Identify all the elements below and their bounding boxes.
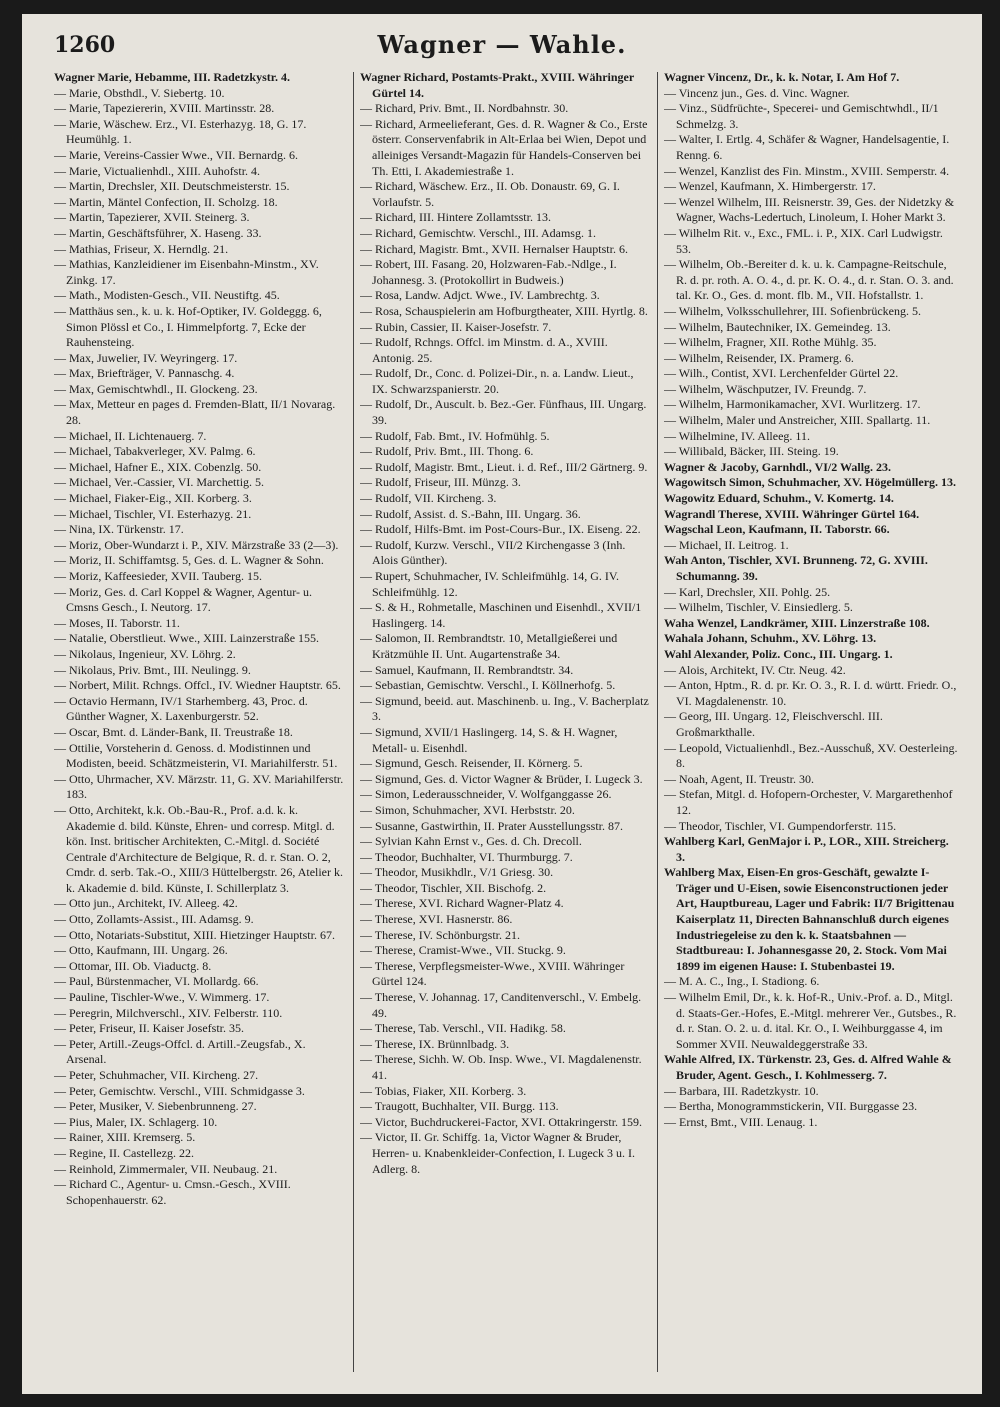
directory-entry: — Rudolf, Priv. Bmt., III. Thong. 6. xyxy=(360,444,534,459)
directory-entry: — Natalie, Oberstlieut. Wwe., XIII. Lainzerstraße 155. xyxy=(54,631,320,646)
directory-entry: — Ernst, Bmt., VIII. Lenaug. 1. xyxy=(664,1114,818,1129)
directory-entry: — Max, Briefträger, V. Pannaschg. 4. xyxy=(54,366,235,381)
directory-entry: — Richard, Priv. Bmt., II. Nordbahnstr. 30. xyxy=(360,101,569,116)
directory-entry: — Simon, Lederausschneider, V. Wolfganggasse 26. xyxy=(360,787,612,802)
directory-entry: — Rudolf, Magistr. Bmt., Lieut. i. d. Ref., III/2 Gärtnerg. 9. xyxy=(360,459,648,474)
directory-entry: — Wilhelm, Harmonikamacher, XVI. Wurlitzerg. 17. xyxy=(664,397,921,412)
directory-entry: — Otto, Kaufmann, III. Ungarg. 26. xyxy=(54,943,228,958)
directory-entry: — Wilh., Contist, XVI. Lerchenfelder Gürtel 22. xyxy=(664,366,899,381)
directory-entry: — Wenzel, Kaufmann, X. Himbergerstr. 17. xyxy=(664,179,876,194)
directory-entry: — Peter, Musiker, V. Siebenbrunneng. 27. xyxy=(54,1099,257,1114)
directory-entry: — Rupert, Schuhmacher, IV. Schleifmühlg. 14, G. IV. Schleifmühlg. 12. xyxy=(360,569,620,599)
directory-entry: — Therese, Sichh. W. Ob. Insp. Wwe., VI. Magdalenenstr. 41. xyxy=(360,1052,642,1082)
directory-entry: — Otto, Zollamts-Assist., III. Adamsg. 9. xyxy=(54,912,254,927)
directory-entry: — Wilhelm, Reisender, IX. Pramerg. 6. xyxy=(664,350,854,365)
directory-entry: — Otto, Notariats-Substitut, XIII. Hietzinger Hauptstr. 67. xyxy=(54,927,335,942)
directory-entry: — Rudolf, VII. Kircheng. 3. xyxy=(360,491,497,506)
directory-entry: — Rudolf, Rchngs. Offcl. im Minstm. d. A., XVIII. Antonig. 25. xyxy=(360,335,608,365)
directory-entry: — Richard, Magistr. Bmt., XVII. Hernalser Hauptstr. 6. xyxy=(360,241,628,256)
directory-entry: Wagrandl Therese, XVIII. Währinger Gürtel 164. xyxy=(664,506,920,521)
directory-entry: — Otto, Uhrmacher, XV. Märzstr. 11, G. XV. Mariahilferstr. 183. xyxy=(54,771,344,802)
directory-entry: — Wilhelm, Volksschullehrer, III. Sofienbrückeng. 5. xyxy=(664,303,921,318)
directory-entry: — Michael, II. Lichtenauerg. 7. xyxy=(54,428,207,443)
directory-entry: Wahlberg Max, Eisen-En gros-Geschäft, gewalzte I-Träger und U-Eisen, sowie Eisenconstructionen jeder Art, Hauptbureau, Lager und Fabrik: II/7 Brigittenau Kaiserplatz 11, Directen Bahnanschluß durch eigenes Industriegeleise zu den k. k. Staatsbahnen — Stadtbureau: I. Johannesgasse 20, 2. Stock. Vom Mai 1899 im eigenen Hause: I. Stubenbastei 19. xyxy=(664,865,955,973)
directory-entry: — Therese, IV. Schönburgstr. 21. xyxy=(360,927,520,942)
directory-entry: — Leopold, Victualienhdl., Bez.-Ausschuß, XV. Oesterleing. 8. xyxy=(664,740,958,771)
directory-entry: — Sigmund, XVII/1 Haslingerg. 14, S. & H. Wagner, Metall- u. Eisenhdl. xyxy=(360,724,618,755)
directory-entry: — Vinz., Südfrüchte-, Specerei- und Gemischtwhdl., II/1 Schmelzg. 3. xyxy=(664,101,939,131)
directory-entry: — Wilhelm Emil, Dr., k. k. Hof-R., Univ.-Prof. a. D., Mitgl. d. Staats-Ger.-Hofes, E.-Mitgl. mehrerer Ver., Gutsbes., R. d. r. Stan. O. 2. u. d. ital. Kr. O., I. Weihburggasse 4, im Sommer XVII. Neuwaldeggerstraße 33. xyxy=(664,990,957,1051)
directory-entry: Wagner Vincenz, Dr., k. k. Notar, I. Am Hof 7. xyxy=(664,70,900,84)
directory-entry: — Wilhelm, Tischler, V. Einsiedlerg. 5. xyxy=(664,600,853,615)
page-header xyxy=(22,22,982,66)
directory-entry: — Wilhelm, Maler und Anstreicher, XIII. Spallartg. 11. xyxy=(664,413,931,428)
directory-entry: — Marie, Vereins-Cassier Wwe., VII. Bernardg. 6. xyxy=(54,147,298,162)
directory-entry: — Wilhelm, Wäschputzer, IV. Freundg. 7. xyxy=(664,381,867,396)
directory-entry: Wagner Richard, Postamts-Prakt., XVIII. Währinger Gürtel 14. xyxy=(360,70,634,100)
directory-entry: — Wilhelm, Fragner, XII. Rothe Mühlg. 35. xyxy=(664,335,877,350)
directory-entry: — Otto jun., Architekt, IV. Alleeg. 42. xyxy=(54,896,238,911)
directory-entry: — Michael, Hafner E., XIX. Cobenzlg. 50. xyxy=(54,459,262,474)
directory-entry: — Moriz, Kaffeesieder, XVII. Tauberg. 15. xyxy=(54,569,262,583)
directory-entry: — Rudolf, Kurzw. Verschl., VII/2 Kirchengasse 3 (Inh. Alois Günther). xyxy=(360,537,626,568)
directory-entry: — Rosa, Schauspielerin am Hofburgtheater, XIII. Hyrtlg. 8. xyxy=(360,303,648,318)
directory-entry: — Reinhold, Zimmermaler, VII. Neubaug. 21. xyxy=(54,1161,278,1176)
column-divider xyxy=(353,72,354,1372)
directory-entry: Wahl Alexander, Poliz. Conc., III. Ungarg. 1. xyxy=(664,646,893,661)
directory-entry: — Therese, Cramist-Wwe., VII. Stuckg. 9. xyxy=(360,943,566,958)
directory-entry: Wahala Johann, Schuhm., XV. Löhrg. 13. xyxy=(664,631,877,646)
directory-page xyxy=(22,14,982,1394)
directory-entry: Wah Anton, Tischler, XVI. Brunneng. 72, G. XVIII. Schumanng. 39. xyxy=(664,553,928,583)
directory-entry: — Peter, Friseur, II. Kaiser Josefstr. 35. xyxy=(54,1021,245,1036)
directory-entry: — Rubin, Cassier, II. Kaiser-Josefstr. 7. xyxy=(360,319,552,334)
directory-entry: — Pauline, Tischler-Wwe., V. Wimmerg. 17. xyxy=(54,990,270,1005)
directory-entry: — Martin, Tapezierer, XVII. Steinerg. 3. xyxy=(54,210,250,225)
directory-entry: Wagner Marie, Hebamme, III. Radetzkystr. 4. xyxy=(54,70,290,84)
directory-entry: — Bertha, Monogrammstickerin, VII. Burggasse 23. xyxy=(664,1099,918,1114)
directory-entry: — Moriz, II. Schiffamtsg. 5, Ges. d. L. Wagner & Sohn. xyxy=(54,553,324,568)
directory-entry: — Susanne, Gastwirthin, II. Prater Ausstellungsstr. 87. xyxy=(360,818,623,833)
directory-entry: — Oscar, Bmt. d. Länder-Bank, II. Treustraße 18. xyxy=(54,724,293,739)
directory-entry: — Regine, II. Castellezg. 22. xyxy=(54,1145,194,1160)
directory-entry: — Stefan, Mitgl. d. Hofopern-Orchester, V. Margarethenhof 12. xyxy=(664,787,953,817)
directory-entry: — Victor, II. Gr. Schiffg. 1a, Victor Wagner & Bruder, Herren- u. Knabenkleider-Confection, I. Lugeck 3 u. I. Adlerg. 8. xyxy=(360,1130,635,1176)
directory-entry: — Nikolaus, Priv. Bmt., III. Neulingg. 9. xyxy=(54,662,251,677)
directory-entry: — Math., Modisten-Gesch., VII. Neustiftg. 45. xyxy=(54,288,280,303)
directory-entry: — Rudolf, Friseur, III. Münzg. 3. xyxy=(360,475,521,490)
directory-entry: — Rudolf, Hilfs-Bmt. im Post-Cours-Bur., IX. Eiseng. 22. xyxy=(360,522,641,537)
directory-entry: — Nina, IX. Türkenstr. 17. xyxy=(54,522,184,537)
directory-entry: — Pius, Maler, IX. Schlagerg. 10. xyxy=(54,1114,218,1129)
directory-entry: — Victor, Buchdruckerei-Factor, XVI. Ottakringerstr. 159. xyxy=(360,1114,643,1129)
directory-entry: — Therese, XVI. Hasnerstr. 86. xyxy=(360,912,513,927)
directory-entry: — Theodor, Tischler, VI. Gumpendorferstr. 115. xyxy=(664,818,897,833)
directory-entry: — Otto, Architekt, k.k. Ob.-Bau-R., Prof. a.d. k. k. Akademie d. bild. Künste, Ehren- und corresp. Mitgl. d. kön. Inst. britischer Architekten, C.-Mitgl. d. Société Centrale d'Architecture de Belgique, R. d. r. Stan. O. 2, Cmdr. d. serb. Tak.-O., XIII/3 Hüttelbergstr. 26, Atelier k. k. Akademie d. bild. Künste, I. Schillerplatz 3. xyxy=(54,802,344,895)
directory-entry: — Marie, Wäschew. Erz., VI. Esterhazyg. 18, G. 17. Heumühlg. 1. xyxy=(54,116,307,147)
directory-entry: — Michael, Tischler, VI. Esterhazyg. 21. xyxy=(54,506,252,521)
directory-entry: — Richard, Wäschew. Erz., II. Ob. Donaustr. 69, G. I. Vorlaufstr. 5. xyxy=(360,179,620,209)
directory-entry: — Moses, II. Taborstr. 11. xyxy=(54,615,180,630)
directory-entry: — Willibald, Bäcker, III. Steing. 19. xyxy=(664,444,839,459)
directory-entry: Wahle Alfred, IX. Türkenstr. 23, Ges. d. Alfred Wahle & Bruder, Agent. Gesch., I. Kohlmesserg. 7. xyxy=(664,1052,952,1082)
directory-entry: — M. A. C., Ing., I. Stadiong. 6. xyxy=(664,974,820,989)
directory-entry: Wagowitz Eduard, Schuhm., V. Komertg. 14. xyxy=(664,491,894,506)
directory-entry: — Wilhelm, Bautechniker, IX. Gemeindeg. 13. xyxy=(664,319,891,334)
directory-entry: — Therese, Tab. Verschl., VII. Hadikg. 58. xyxy=(360,1021,566,1036)
directory-entry: — Max, Juwelier, IV. Weyringerg. 17. xyxy=(54,350,238,365)
directory-entry: — Matthäus sen., k. u. k. Hof-Optiker, IV. Goldeggg. 6, Simon Plössl et Co., I. Himmelpfortg. 7, Ecke der Rauhensteing. xyxy=(54,303,322,350)
running-title: Wagner — Wahle. xyxy=(377,30,627,59)
directory-entry: — Michael, II. Leitrog. 1. xyxy=(664,537,789,552)
directory-entry: — Georg, III. Ungarg. 12, Fleischverschl. III. Großmarkthalle. xyxy=(664,709,883,739)
directory-entry: — Richard C., Agentur- u. Cmsn.-Gesch., XVIII. Schopenhauerstr. 62. xyxy=(54,1177,291,1207)
directory-entry: — Wenzel Wilhelm, III. Reisnerstr. 39, Ges. der Nidetzky & Wagner, Wachs-Ledertuch, Linoleum, I. Hoher Markt 3. xyxy=(664,194,955,225)
directory-entry: — Rudolf, Fab. Bmt., IV. Hofmühlg. 5. xyxy=(360,428,550,443)
directory-entry: — Martin, Drechsler, XII. Deutschmeisterstr. 15. xyxy=(54,179,290,194)
directory-entry: — Marie, Tapeziererin, XVIII. Martinsstr. 28. xyxy=(54,101,275,116)
directory-entry: — Martin, Geschäftsführer, X. Haseng. 33. xyxy=(54,225,262,240)
directory-entry: Wagschal Leon, Kaufmann, II. Taborstr. 66. xyxy=(664,522,890,537)
directory-entry: — Alois, Architekt, IV. Ctr. Neug. 42. xyxy=(664,662,846,677)
directory-entry: — Ottilie, Vorsteherin d. Genoss. d. Modistinnen und Modisten, beeid. Schätzmeisterin, VI. Mariahilferstr. 51. xyxy=(54,740,338,771)
directory-entry: — Rudolf, Dr., Conc. d. Polizei-Dir., n. a. Landw. Lieut., IX. Schwarzspanierstr. 20. xyxy=(360,366,634,396)
column-divider xyxy=(657,72,658,1372)
directory-entry: — Martin, Mäntel Confection, II. Scholzg. 18. xyxy=(54,194,278,209)
directory-entry: — Peter, Artill.-Zeugs-Offcl. d. Artill.-Zeugsfab., X. Arsenal. xyxy=(54,1036,306,1067)
directory-entry: — Norbert, Milit. Rchngs. Offcl., IV. Wiedner Hauptstr. 65. xyxy=(54,678,341,693)
directory-entry: — Moriz, Ges. d. Carl Koppel & Wagner, Agentur- u. Cmsns Gesch., I. Neutorg. 17. xyxy=(54,584,313,615)
directory-entry: — Theodor, Tischler, XII. Bischofg. 2. xyxy=(360,880,547,895)
directory-entry: — Michael, Tabakverleger, XV. Palmg. 6. xyxy=(54,444,256,459)
directory-entry: Wagner & Jacoby, Garnhdl., VI/2 Wallg. 23. xyxy=(664,459,892,474)
directory-entry: — Simon, Schuhmacher, XVI. Herbststr. 20. xyxy=(360,802,575,817)
page-number: 1260 xyxy=(54,32,116,58)
directory-entry: — Vincenz jun., Ges. d. Vinc. Wagner. xyxy=(664,85,850,100)
directory-entry: — Marie, Obsthdl., V. Siebertg. 10. xyxy=(54,85,225,100)
directory-entry: — Anton, Hptm., R. d. pr. Kr. O. 3., R. I. d. württ. Friedr. O., VI. Magdalenenstr. 10. xyxy=(664,678,957,708)
directory-entry: — Therese, IX. Brünnlbadg. 3. xyxy=(360,1036,510,1051)
directory-entry: — Wilhelmine, IV. Alleeg. 11. xyxy=(664,428,810,443)
column-1 xyxy=(54,70,344,1380)
directory-entry: — Octavio Hermann, IV/1 Starhemberg. 43, Proc. d. Günther Wagner, X. Laxenburgerstr. 52. xyxy=(54,693,308,724)
directory-entry: — Barbara, III. Radetzkystr. 10. xyxy=(664,1083,819,1098)
column-3 xyxy=(664,70,958,1380)
directory-entry: — Salomon, II. Rembrandtstr. 10, Metallgießerei und Krätzmühle II. Unt. Augartenstraße 34. xyxy=(360,631,618,661)
directory-entry: — Nikolaus, Ingenieur, XV. Löhrg. 2. xyxy=(54,646,236,661)
directory-entry: — Wenzel, Kanzlist des Fin. Minstm., XVIII. Semperstr. 4. xyxy=(664,163,950,178)
directory-entry: — Rainer, XIII. Kremserg. 5. xyxy=(54,1130,196,1145)
directory-entry: — Robert, III. Fasang. 20, Holzwaren-Fab.-Ndlge., I. Johannesg. 3. (Protokollirt in Budweis.) xyxy=(360,257,617,287)
directory-entry: Waha Wenzel, Landkrämer, XIII. Linzerstraße 108. xyxy=(664,615,930,630)
directory-entry: — Theodor, Musikhdlr., V/1 Griesg. 30. xyxy=(360,865,554,880)
column-2 xyxy=(360,70,650,1380)
directory-entry: — Mathias, Kanzleidiener im Eisenbahn-Minstm., XV. Zinkg. 17. xyxy=(54,257,319,287)
directory-entry: — Peter, Schuhmacher, VII. Kircheng. 27. xyxy=(54,1068,259,1082)
directory-entry: — Traugott, Buchhalter, VII. Burgg. 113. xyxy=(360,1099,559,1114)
directory-entry: — Max, Gemischtwhdl., II. Glockeng. 23. xyxy=(54,381,258,396)
directory-entry: — Ottomar, III. Ob. Viaductg. 8. xyxy=(54,958,212,973)
directory-entry: — Therese, V. Johannag. 17, Canditenverschl., V. Embelg. 49. xyxy=(360,990,642,1020)
directory-entry: — Michael, Ver.-Cassier, VI. Marchettig. 5. xyxy=(54,475,265,490)
directory-entry: — S. & H., Rohmetalle, Maschinen und Eisenhdl., XVII/1 Haslingerg. 14. xyxy=(360,600,642,630)
directory-entry: — Peregrin, Milchverschl., XIV. Felberstr. 110. xyxy=(54,1005,283,1020)
directory-entry: — Rudolf, Dr., Auscult. b. Bez.-Ger. Fünfhaus, III. Ungarg. 39. xyxy=(360,397,647,428)
directory-entry: — Karl, Drechsler, XII. Pohlg. 25. xyxy=(664,584,831,599)
directory-entry: — Marie, Victualienhdl., XIII. Auhofstr. 4. xyxy=(54,163,261,178)
directory-entry: — Tobias, Fiaker, XII. Korberg. 3. xyxy=(360,1083,527,1098)
directory-entry: — Moriz, Ober-Wundarzt i. P., XIV. Märzstraße 33 (2—3). xyxy=(54,537,339,552)
directory-entry: — Therese, Verpflegsmeister-Wwe., XVIII. Währinger Gürtel 124. xyxy=(360,958,625,989)
directory-entry: Wagowitsch Simon, Schuhmacher, XV. Högelmüllerg. 13. xyxy=(664,475,957,490)
directory-entry: — Rudolf, Assist. d. S.-Bahn, III. Ungarg. 36. xyxy=(360,506,581,521)
directory-entry: — Wilhelm Rit. v., Exc., FML. i. P., XIX. Carl Ludwigstr. 53. xyxy=(664,225,943,256)
directory-entry: — Sigmund, Ges. d. Victor Wagner & Brüder, I. Lugeck 3. xyxy=(360,771,643,786)
directory-entry: — Peter, Gemischtw. Verschl., VIII. Schmidgasse 3. xyxy=(54,1083,305,1098)
directory-entry: Wahlberg Karl, GenMajor i. P., LOR., XIII. Streicherg. 3. xyxy=(664,834,949,864)
directory-entry: — Rosa, Landw. Adjct. Wwe., IV. Lambrechtg. 3. xyxy=(360,288,600,303)
directory-entry: — Therese, XVI. Richard Wagner-Platz 4. xyxy=(360,896,564,911)
directory-entry: — Sebastian, Gemischtw. Verschl., I. Köllnerhofg. 5. xyxy=(360,678,616,693)
directory-entry: — Noah, Agent, II. Treustr. 30. xyxy=(664,771,814,786)
directory-entry: — Richard, Gemischtw. Verschl., III. Adamsg. 1. xyxy=(360,225,596,240)
directory-entry: — Paul, Bürstenmacher, VI. Mollardg. 66. xyxy=(54,974,259,989)
directory-entry: — Richard, III. Hintere Zollamtsstr. 13. xyxy=(360,210,551,225)
directory-entry: — Mathias, Friseur, X. Herndlg. 21. xyxy=(54,241,229,256)
directory-entry: — Sigmund, Gesch. Reisender, II. Körnerg. 5. xyxy=(360,756,583,771)
directory-entry: — Sylvian Kahn Ernst v., Ges. d. Ch. Drecoll. xyxy=(360,834,582,849)
directory-entry: — Max, Metteur en pages d. Fremden-Blatt, II/1 Novarag. 28. xyxy=(54,397,336,428)
directory-entry: — Sigmund, beeid. aut. Maschinenb. u. Ing., V. Bacherplatz 3. xyxy=(360,693,649,724)
directory-entry: — Theodor, Buchhalter, VI. Thurmburgg. 7. xyxy=(360,849,573,864)
directory-entry: — Wilhelm, Ob.-Bereiter d. k. u. k. Campagne-Reitschule, R. d. pr. roth. A. O. 4., d. pr. K. O. 4., d. r. Stan. O. 3. and. tal. Kr. O., Ges. d. mont. flb. M., VII. Hofstallstr. 1. xyxy=(664,257,954,303)
directory-entry: — Walter, I. Ertlg. 4, Schäfer & Wagner, Handelsagentie, I. Renng. 6. xyxy=(664,132,950,162)
directory-entry: — Michael, Fiaker-Eig., XII. Korberg. 3. xyxy=(54,491,252,506)
directory-entry: — Samuel, Kaufmann, II. Rembrandtstr. 34. xyxy=(360,662,574,677)
directory-entry: — Richard, Armeelieferant, Ges. d. R. Wagner & Co., Erste österr. Conservenfabrik in Alt-Erlaa bei Wien, Depot und alleiniges Versandt-Magazin für Handels-Conserven bei Th. Etti, I. Akademiestraße 1. xyxy=(360,116,648,178)
